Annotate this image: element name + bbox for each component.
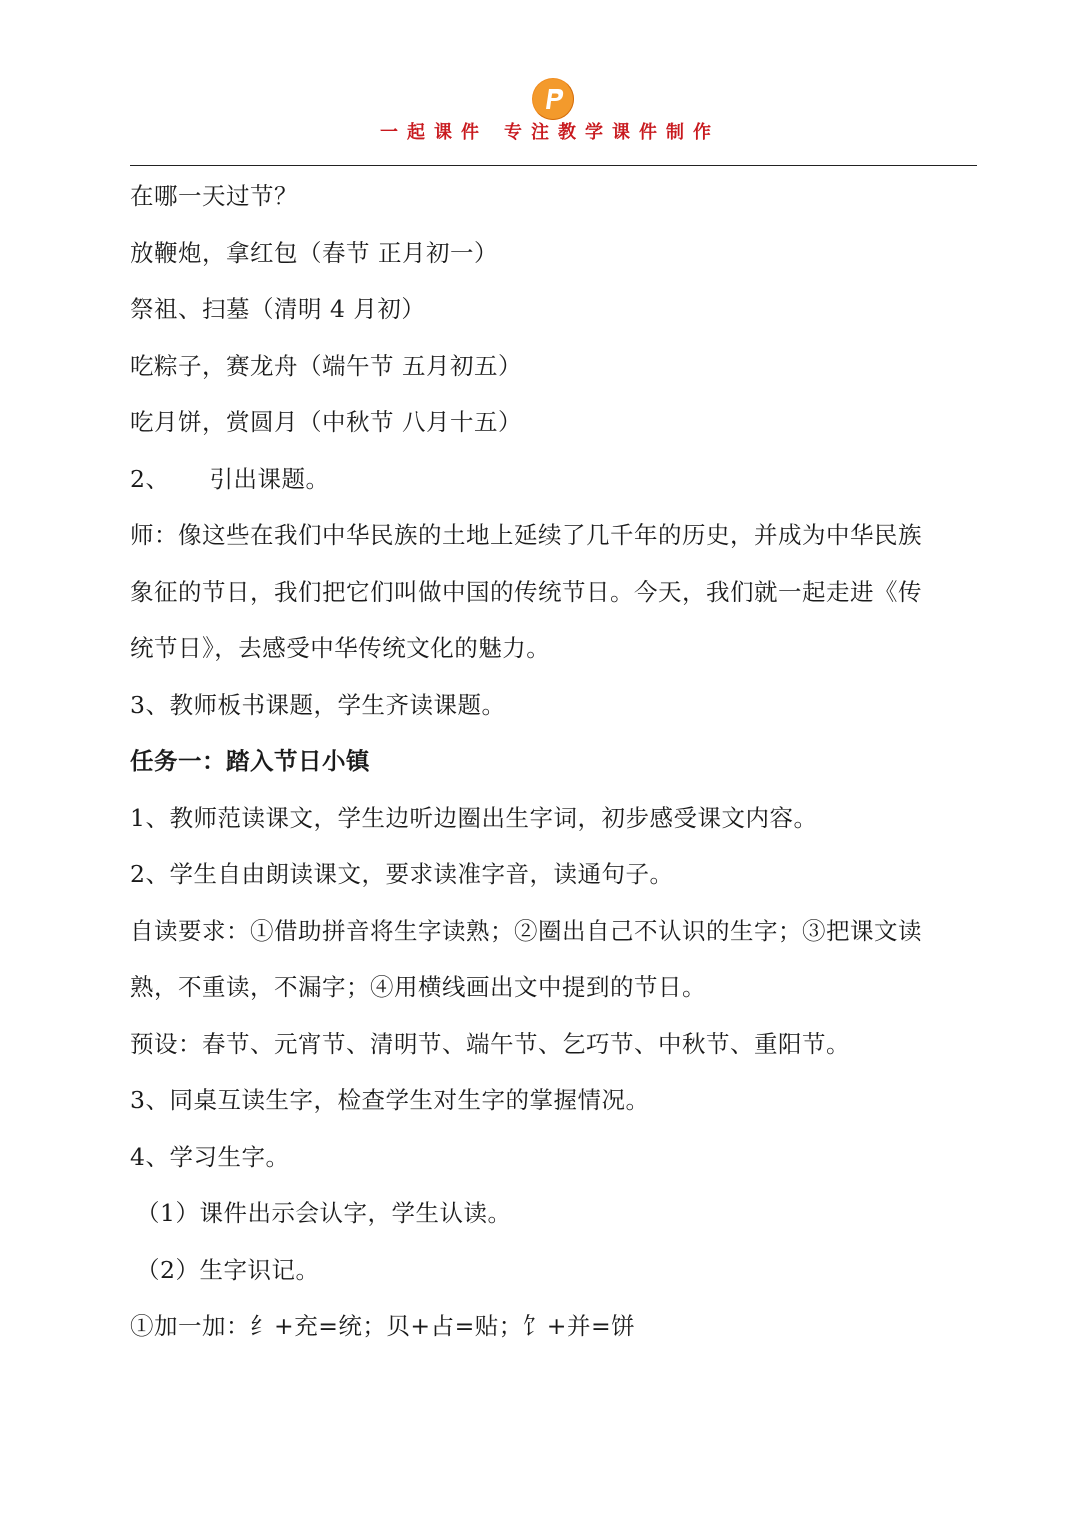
step-number: 2、 (130, 464, 170, 493)
logo-p-icon (532, 78, 574, 120)
paragraph-line: 统节日》，去感受中华传统文化的魅力。 (130, 634, 551, 662)
paragraph-line: 自读要求：①借助拼音将生字读熟；②圈出自己不认识的生字；③把课文读 (130, 916, 922, 945)
text-line: 4、学习生字。 (130, 1142, 290, 1171)
text-line: 预设：春节、元宵节、清明节、端午节、乞巧节、中秋节、重阳节。 (130, 1029, 850, 1058)
text-line: 吃月饼，赏圆月（中秋节 八月十五） (130, 408, 522, 436)
text-line: 2、学生自由朗读课文，要求读准字音，读通句子。 (130, 860, 674, 888)
text-line: 3、教师板书课题，学生齐读课题。 (130, 690, 506, 719)
tagline-brand-name: 一起课件 (380, 122, 488, 143)
text-line: 1、教师范读课文，学生边听边圈出生字词，初步感受课文内容。 (130, 803, 818, 832)
document-body (130, 168, 990, 1355)
paragraph-line: 师：像这些在我们中华民族的土地上延续了几千年的历史，并成为中华民族 (130, 521, 922, 549)
section-heading: 任务一：踏入节日小镇 (130, 747, 370, 775)
text-line: ①加一加：纟+充=统；贝+占=贴；饣+并=饼 (130, 1312, 636, 1340)
step-text: 引出课题。 (209, 464, 330, 493)
numbered-step (130, 451, 990, 508)
text-line: 在哪一天过节？ (130, 182, 298, 210)
text-line: 放鞭炮，拿红包（春节 正月初一） (130, 238, 498, 267)
text-line: 祭祖、扫墓（清明 4 月初） (130, 295, 426, 323)
sub-step: （2）生字识记。 (136, 1255, 320, 1284)
text-line: 3、同桌互读生字，检查学生对生字的掌握情况。 (130, 1086, 650, 1114)
text-line: 吃粽子，赛龙舟（端午节 五月初五） (130, 351, 522, 380)
paragraph-line: 熟，不重读，不漏字；④用横线画出文中提到的节日。 (130, 973, 706, 1001)
brand-tagline (0, 118, 1080, 144)
paragraph-line: 象征的节日，我们把它们叫做中国的传统节日。今天，我们就一起走进《传 (130, 577, 922, 606)
header-divider (130, 165, 977, 166)
sub-step: （1）课件出示会认字，学生认读。 (136, 1199, 512, 1227)
page-header (0, 0, 1080, 170)
brand-logo-icon (532, 78, 574, 120)
tagline-slogan: 专注教学课件制作 (504, 122, 720, 143)
